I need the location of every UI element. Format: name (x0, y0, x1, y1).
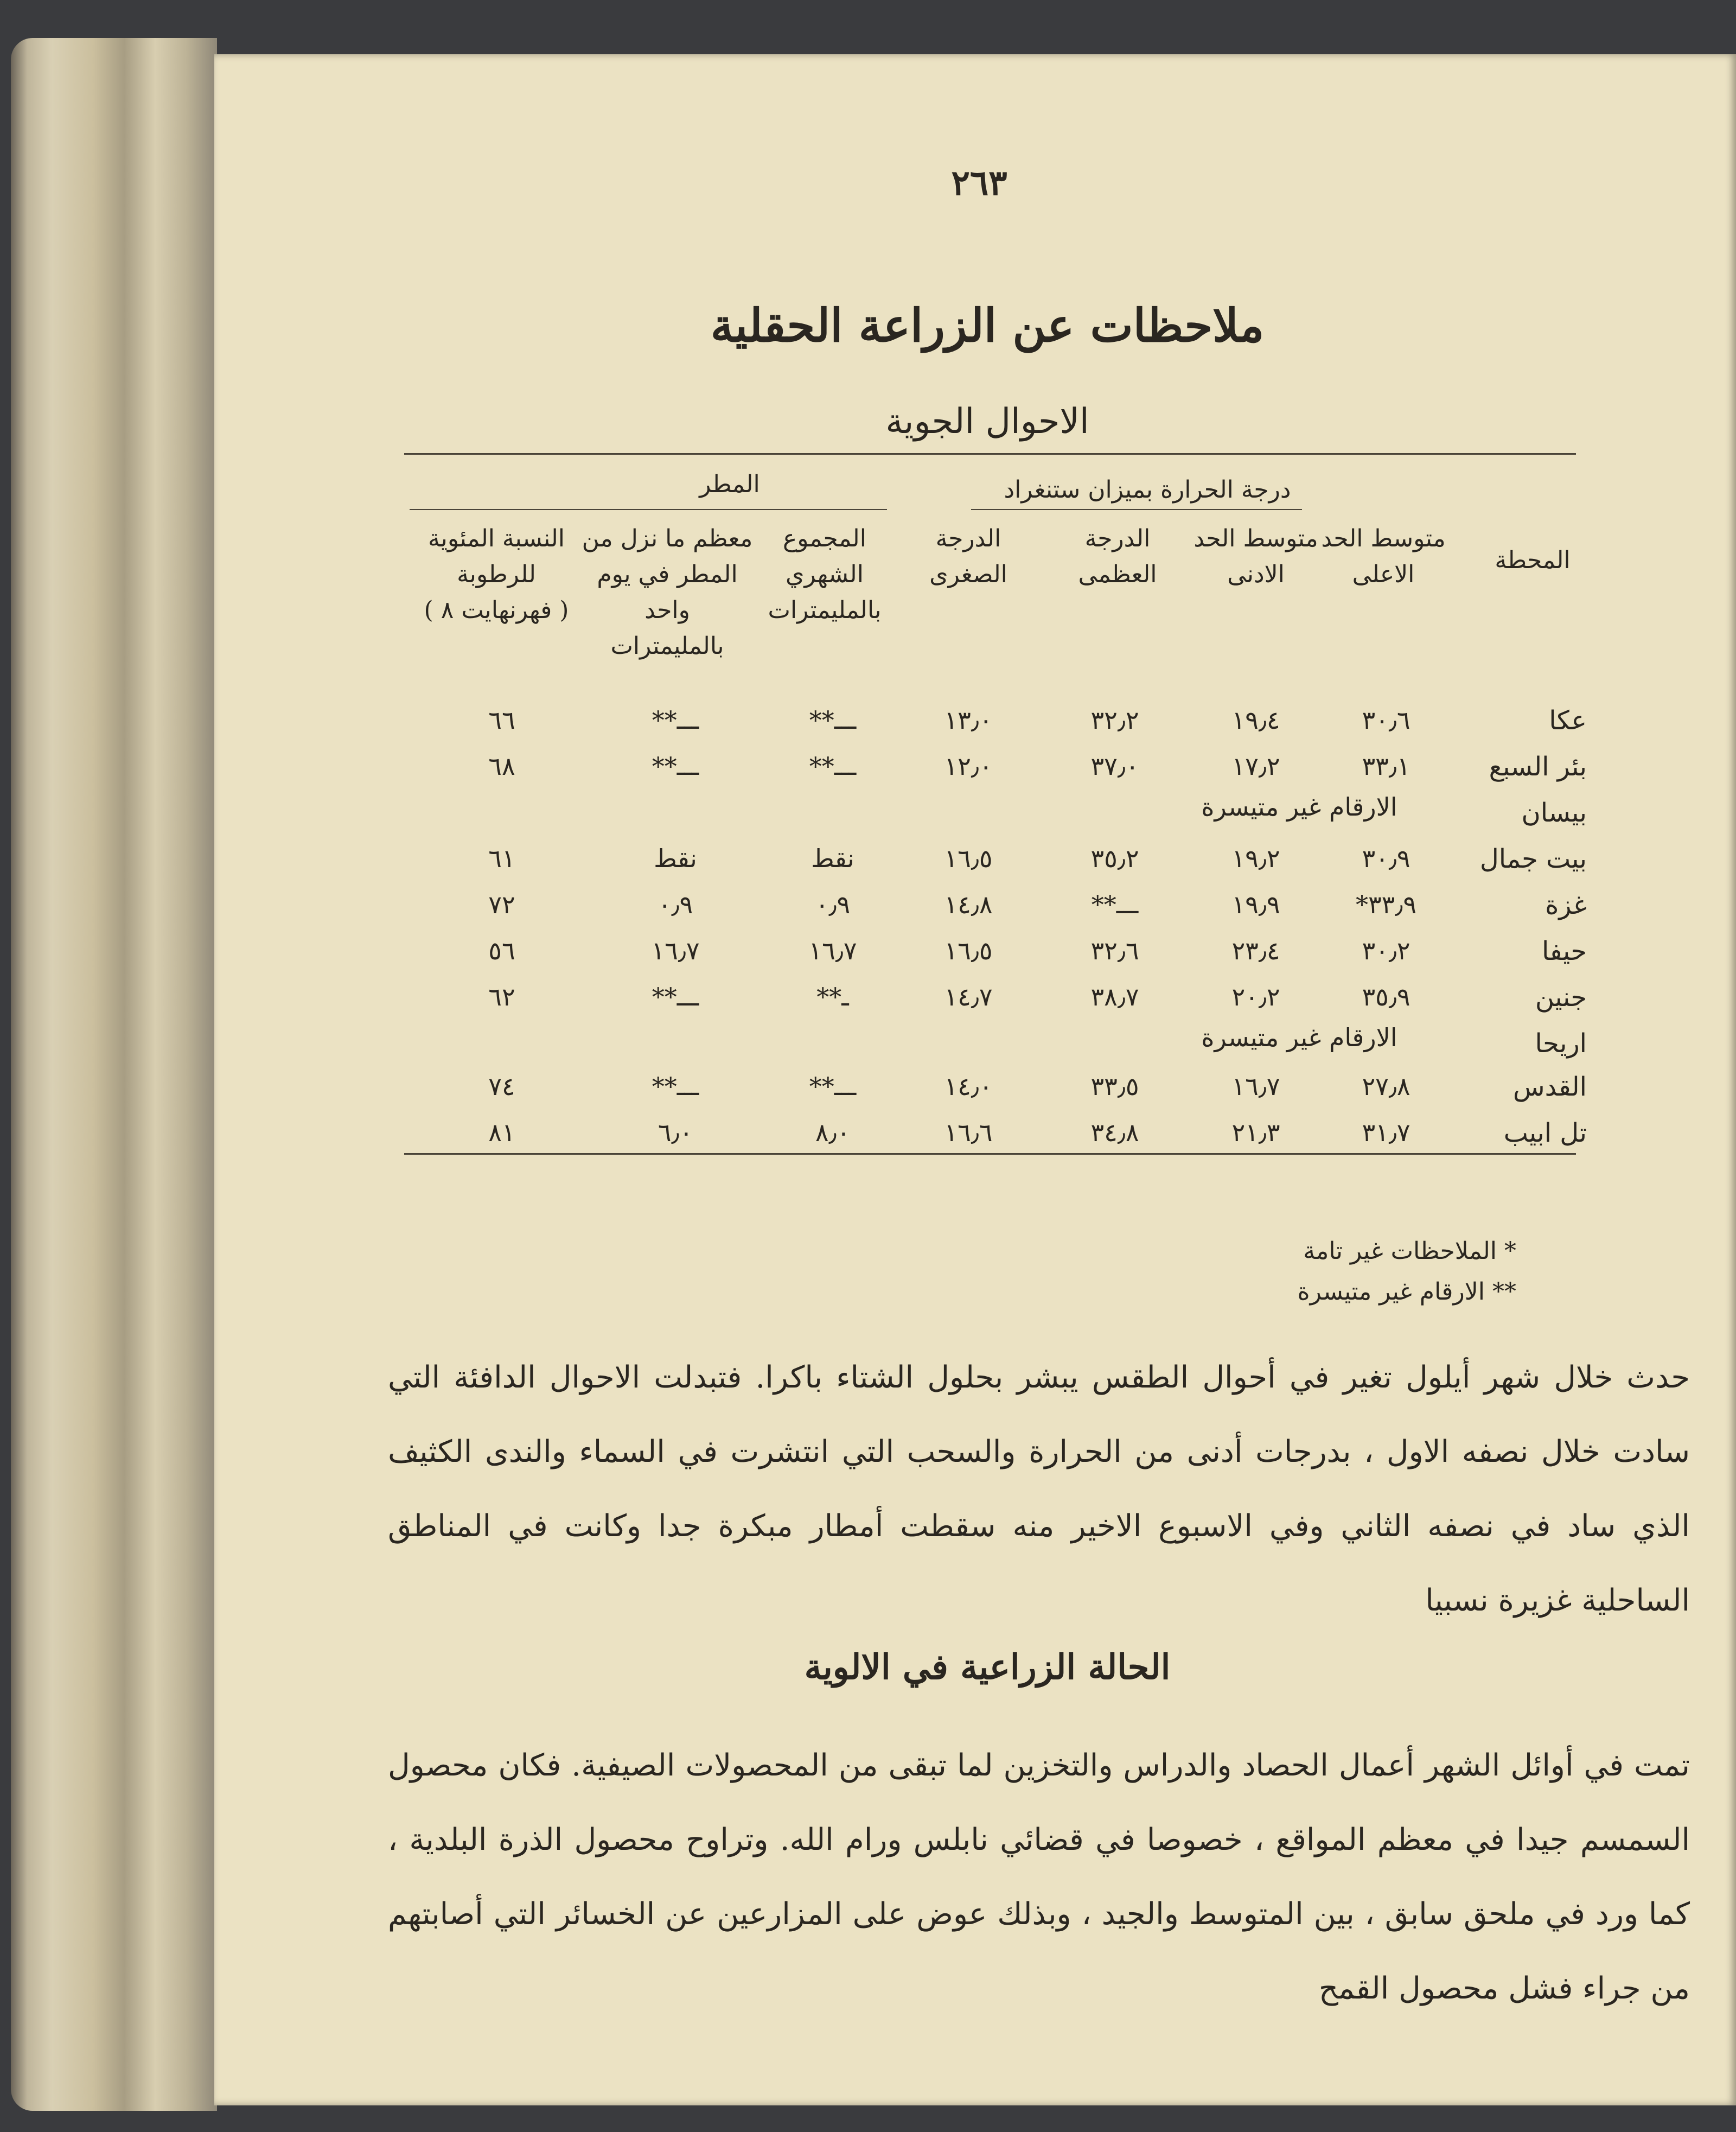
table-cell-avg-max: ٣٠٫٢ (1362, 936, 1410, 965)
table-row-station: اريحا (1535, 1028, 1587, 1059)
col-header-abs-max-line1: الدرجة (1084, 525, 1151, 552)
table-cell-abs-max: **ـــ (1091, 890, 1139, 919)
table-cell-avg-max: *٣٣٫٩ (1355, 890, 1417, 919)
col-header-humidity-line3: ( فهرنهايت ٨ ) (424, 596, 569, 624)
table-cell-max-daily: ٠٫٩ (658, 890, 693, 919)
table-cell-avg-max: ٣٣٫١ (1362, 752, 1410, 781)
table-cell-max-daily: **ـــ (652, 982, 699, 1011)
table-cell-max-daily: **ـــ (652, 1072, 699, 1101)
col-header-abs-max (1050, 521, 1185, 593)
col-header-abs-min-line2: الصغرى (929, 561, 1007, 588)
table-cell-avg-max: ٣١٫٧ (1362, 1118, 1410, 1147)
table-cell-avg-max: ٣٠٫٩ (1362, 844, 1410, 873)
page-title: ملاحظات عن الزراعة الحقلية (710, 298, 1265, 352)
table-row-station: عكا (1549, 705, 1587, 736)
col-header-monthly-total-line3: بالمليمترات (768, 596, 882, 624)
table-cell-abs-max: ٣٧٫٠ (1090, 752, 1139, 781)
table-cell-monthly-total: **ـ (816, 982, 849, 1011)
table-cell-abs-min: ١٤٫٧ (944, 982, 993, 1011)
col-header-avg-min-line1: متوسط الحد (1194, 525, 1318, 552)
table-cell-monthly-total: ٨٫٠ (815, 1118, 851, 1147)
table-cell-avg-min: ٢٠٫٢ (1231, 982, 1280, 1011)
table-bottom-rule (404, 1153, 1576, 1155)
table-cell-abs-min: ١٤٫٠ (944, 1072, 993, 1101)
col-header-humidity-line2: للرطوبة (457, 561, 536, 588)
table-cell-avg-min: ١٩٫٢ (1231, 844, 1280, 873)
col-header-abs-min (898, 521, 1039, 593)
col-header-monthly-total-line2: الشهري (786, 561, 864, 588)
table-cell-humidity: ٧٤ (488, 1072, 515, 1101)
col-header-avg-min (1180, 521, 1332, 593)
table-row-note: الارقام غير متيسرة (1201, 1023, 1397, 1052)
table-cell-avg-max: ٣٠٫٦ (1362, 705, 1410, 735)
col-header-avg-min-line2: الادنى (1227, 561, 1285, 588)
table-row-station: بيت جمال (1479, 844, 1587, 874)
table-cell-abs-max: ٣٨٫٧ (1090, 982, 1139, 1011)
table-row-station: بئر السبع (1489, 752, 1587, 782)
table-cell-max-daily: ٦٫٠ (658, 1118, 693, 1147)
table-cell-max-daily: **ـــ (652, 752, 699, 781)
table-cell-humidity: ٦١ (488, 844, 515, 873)
table-cell-humidity: ٦٢ (488, 982, 515, 1011)
col-header-max-daily (578, 521, 757, 664)
table-cell-max-daily: **ـــ (652, 705, 699, 735)
table-cell-humidity: ٦٨ (488, 752, 515, 781)
table-cell-avg-max: ٢٧٫٨ (1362, 1072, 1410, 1101)
table-cell-avg-min: ٢٣٫٤ (1231, 936, 1280, 965)
section-subtitle: الاحوال الجوية (885, 402, 1089, 442)
table-cell-monthly-total: ١٦٫٧ (808, 936, 857, 965)
table-top-rule (404, 453, 1576, 455)
table-row-note: الارقام غير متيسرة (1201, 792, 1397, 822)
weather-paragraph: حدث خلال شهر أيلول تغير في أحوال الطقس يبشر بحلول الشتاء باكرا. فتبدلت الاحوال الدافئة التي سادت خلال نصفه الاول ، بدرجات أدنى من الحرارة والسحب التي انتشرت في السماء والندى الكثيف الذي ساد في نصفه الثاني وفي الاسبوع الاخير منه سقطت أمطار مبكرة جدا وكانت في المناطق الساحلية غزيرة نسبيا (388, 1360, 1690, 1618)
col-header-avg-max-line2: الاعلى (1352, 561, 1415, 588)
table-cell-max-daily: ١٦٫٧ (651, 936, 700, 965)
table-cell-monthly-total: **ـــ (809, 705, 857, 735)
table-row-station: القدس (1512, 1072, 1587, 1102)
col-header-monthly-total-line1: المجموع (783, 525, 866, 552)
book-page-edges (11, 38, 217, 2111)
table-cell-abs-max: ٣٢٫٦ (1090, 936, 1139, 965)
table-cell-avg-min: ١٩٫٩ (1231, 890, 1280, 919)
col-header-station: المحطة (1495, 546, 1571, 574)
table-row-station: بيسان (1521, 798, 1587, 828)
table-cell-abs-min: ١٦٫٦ (944, 1118, 993, 1147)
book-page (214, 54, 1736, 2105)
table-cell-max-daily: نقط (654, 844, 697, 873)
table-cell-humidity: ٨١ (488, 1118, 515, 1147)
table-cell-avg-max: ٣٥٫٩ (1362, 982, 1410, 1011)
table-cell-monthly-total: ٠٫٩ (815, 890, 851, 919)
agriculture-paragraph: تمت في أوائل الشهر أعمال الحصاد والدراس والتخزين لما تبقى من المحصولات الصيفية. فكان محصول السمسم جيدا في معظم المواقع ، خصوصا في قضائي نابلس ورام الله. وتراوح محصول الذرة البلدية ، كما ورد في ملحق سابق ، بين المتوسط والجيد ، وبذلك عوض على المزارعين عن الخسائر التي أصابتهم من جراء فشل محصول القمح (388, 1748, 1690, 2006)
table-cell-monthly-total: **ـــ (809, 1072, 857, 1101)
table-cell-abs-max: ٣٥٫٢ (1090, 844, 1139, 873)
table-row-station: حيفا (1541, 936, 1587, 966)
table-cell-avg-min: ١٦٫٧ (1231, 1072, 1280, 1101)
table-cell-humidity: ٦٦ (488, 705, 515, 735)
table-cell-monthly-total: نقط (811, 844, 854, 873)
table-cell-abs-min: ١٦٫٥ (944, 936, 993, 965)
table-cell-abs-max: ٣٤٫٨ (1090, 1118, 1139, 1147)
table-cell-humidity: ٥٦ (488, 936, 515, 965)
col-header-humidity (407, 521, 586, 628)
col-header-monthly-total (751, 521, 898, 628)
table-cell-humidity: ٧٢ (488, 890, 515, 919)
page-number: ٢٦٣ (951, 163, 1007, 203)
table-cell-avg-min: ٢١٫٣ (1231, 1118, 1280, 1147)
rain-group-header: المطر (699, 470, 760, 498)
table-cell-avg-min: ١٧٫٢ (1231, 752, 1280, 781)
rain-group-rule (410, 509, 887, 510)
table-cell-abs-min: ١٤٫٨ (944, 890, 993, 919)
table-cell-abs-max: ٣٣٫٥ (1090, 1072, 1139, 1101)
table-row-station: تل ابيب (1503, 1118, 1587, 1148)
col-header-max-daily-line1: معظم ما نزل من (582, 525, 753, 552)
section-heading-agriculture: الحالة الزراعية في الالوية (804, 1647, 1171, 1688)
col-header-abs-min-line1: الدرجة (935, 525, 1001, 552)
table-row-station: جنين (1535, 982, 1587, 1013)
table-row-station: غزة (1545, 890, 1587, 920)
col-header-abs-max-line2: العظمى (1078, 561, 1157, 588)
col-header-max-daily-line2: المطر في يوم واحد (597, 561, 738, 624)
col-header-avg-max-line1: متوسط الحد (1321, 525, 1446, 552)
table-cell-monthly-total: **ـــ (809, 752, 857, 781)
table-cell-avg-min: ١٩٫٤ (1231, 705, 1280, 735)
table-cell-abs-min: ١٢٫٠ (944, 752, 993, 781)
temp-group-rule (971, 509, 1302, 510)
temperature-group-header: درجة الحرارة بميزان ستنغراد (1004, 476, 1291, 504)
col-header-humidity-line1: النسبة المئوية (428, 525, 565, 552)
col-header-max-daily-line3: بالمليمترات (610, 632, 724, 660)
table-cell-abs-max: ٣٢٫٢ (1090, 705, 1139, 735)
footnote-incomplete: * الملاحظات غير تامة (1303, 1237, 1516, 1265)
footnote-unavailable: ** الارقام غير متيسرة (1297, 1278, 1516, 1306)
table-cell-abs-min: ١٦٫٥ (944, 844, 993, 873)
table-cell-abs-min: ١٣٫٠ (944, 705, 993, 735)
